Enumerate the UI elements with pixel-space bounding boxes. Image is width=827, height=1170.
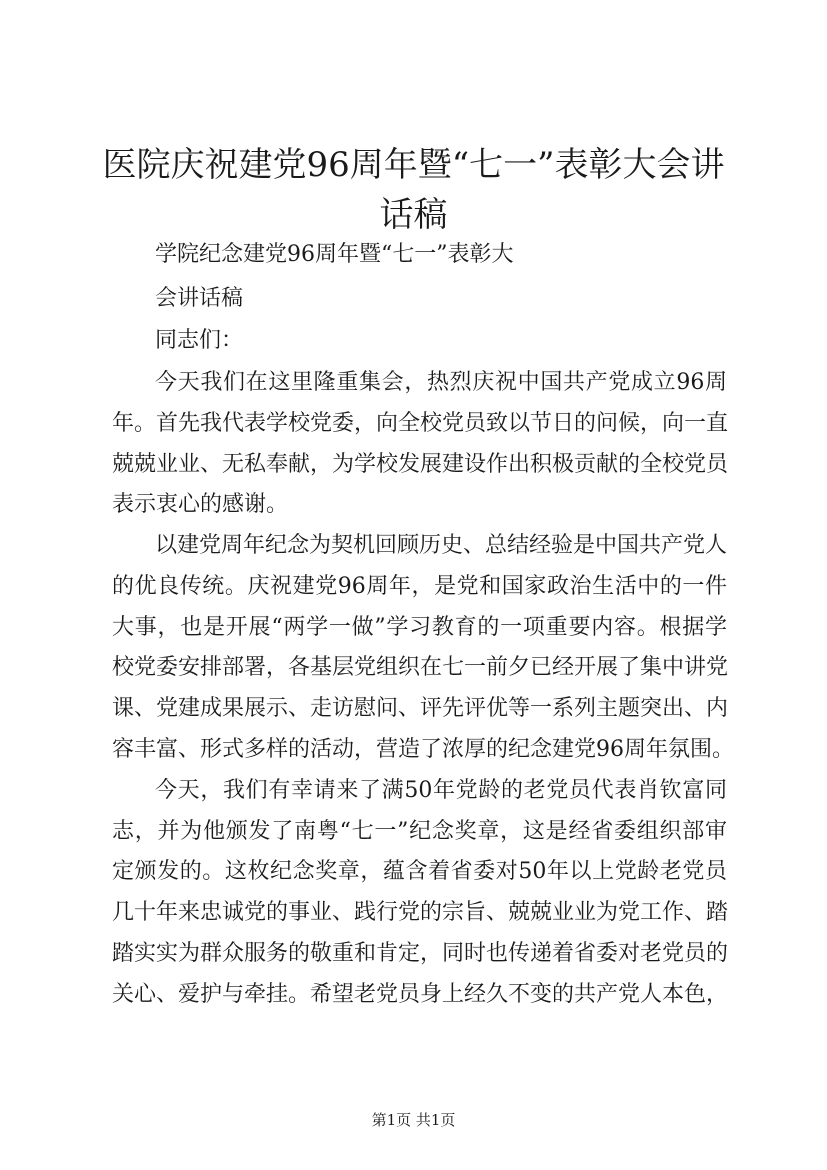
- document-title-line-1: 医院庆祝建党96周年暨“七一”表彰大会讲: [102, 145, 725, 185]
- subtitle-line-2: 会讲话稿: [155, 286, 244, 311]
- paragraph-2-line-1: 以建党周年纪念为契机回顾历史、总结经验是中国共产党人: [155, 533, 728, 558]
- paragraph-3-line-1: 今天，我们有幸请来了满50年党龄的老党员代表肖钦富同: [155, 778, 727, 803]
- paragraph-3-line-2: 志，并为他颁发了南粤“七一”纪念奖章，这是经省委组织部审: [112, 819, 727, 844]
- salutation: 同志们：: [155, 328, 244, 353]
- paragraph-1-line-2: 年。首先我代表学校党委，向全校党员致以节日的问候，向一直: [112, 411, 729, 436]
- paragraph-3-line-4: 几十年来忠诚党的事业、践行党的宗旨、兢兢业业为党工作、踏: [112, 900, 729, 925]
- page-footer: 第1页 共1页: [371, 1111, 456, 1129]
- paragraph-2-line-3: 大事，也是开展“两学一做”学习教育的一项重要内容。根据学: [112, 615, 727, 640]
- paragraph-1-line-1: 今天我们在这里隆重集会，热烈庆祝中国共产党成立96周: [155, 370, 727, 395]
- paragraph-3-line-5: 踏实实为群众服务的敬重和肯定，同时也传递着省委对老党员的: [112, 941, 729, 966]
- paragraph-3-line-6: 关心、爱护与牵挂。希望老党员身上经久不变的共产党人本色，: [112, 982, 729, 1007]
- paragraph-2-line-4: 校党委安排部署，各基层党组织在七一前夕已经开展了集中讲党: [112, 655, 729, 680]
- paragraph-2-line-2: 的优良传统。庆祝建党96周年，是党和国家政治生活中的一件: [112, 574, 727, 599]
- paragraph-2-line-6: 容丰富、形式多样的活动，营造了浓厚的纪念建党96周年氛围。: [112, 737, 734, 762]
- subtitle-line-1: 学院纪念建党96周年暨“七一”表彰大: [155, 242, 514, 267]
- paragraph-1-line-3: 兢兢业业、无私奉献，为学校发展建设作出积极贡献的全校党员: [112, 452, 729, 477]
- paragraph-3-line-3: 定颁发的。这枚纪念奖章，蕴含着省委对50年以上党龄老党员: [112, 859, 727, 884]
- document-title-line-2: 话稿: [379, 195, 448, 235]
- paragraph-1-line-4: 表示衷心的感谢。: [112, 492, 289, 517]
- paragraph-2-line-5: 课、党建成果展示、走访慰问、评先评优等一系列主题突出、内: [112, 696, 729, 721]
